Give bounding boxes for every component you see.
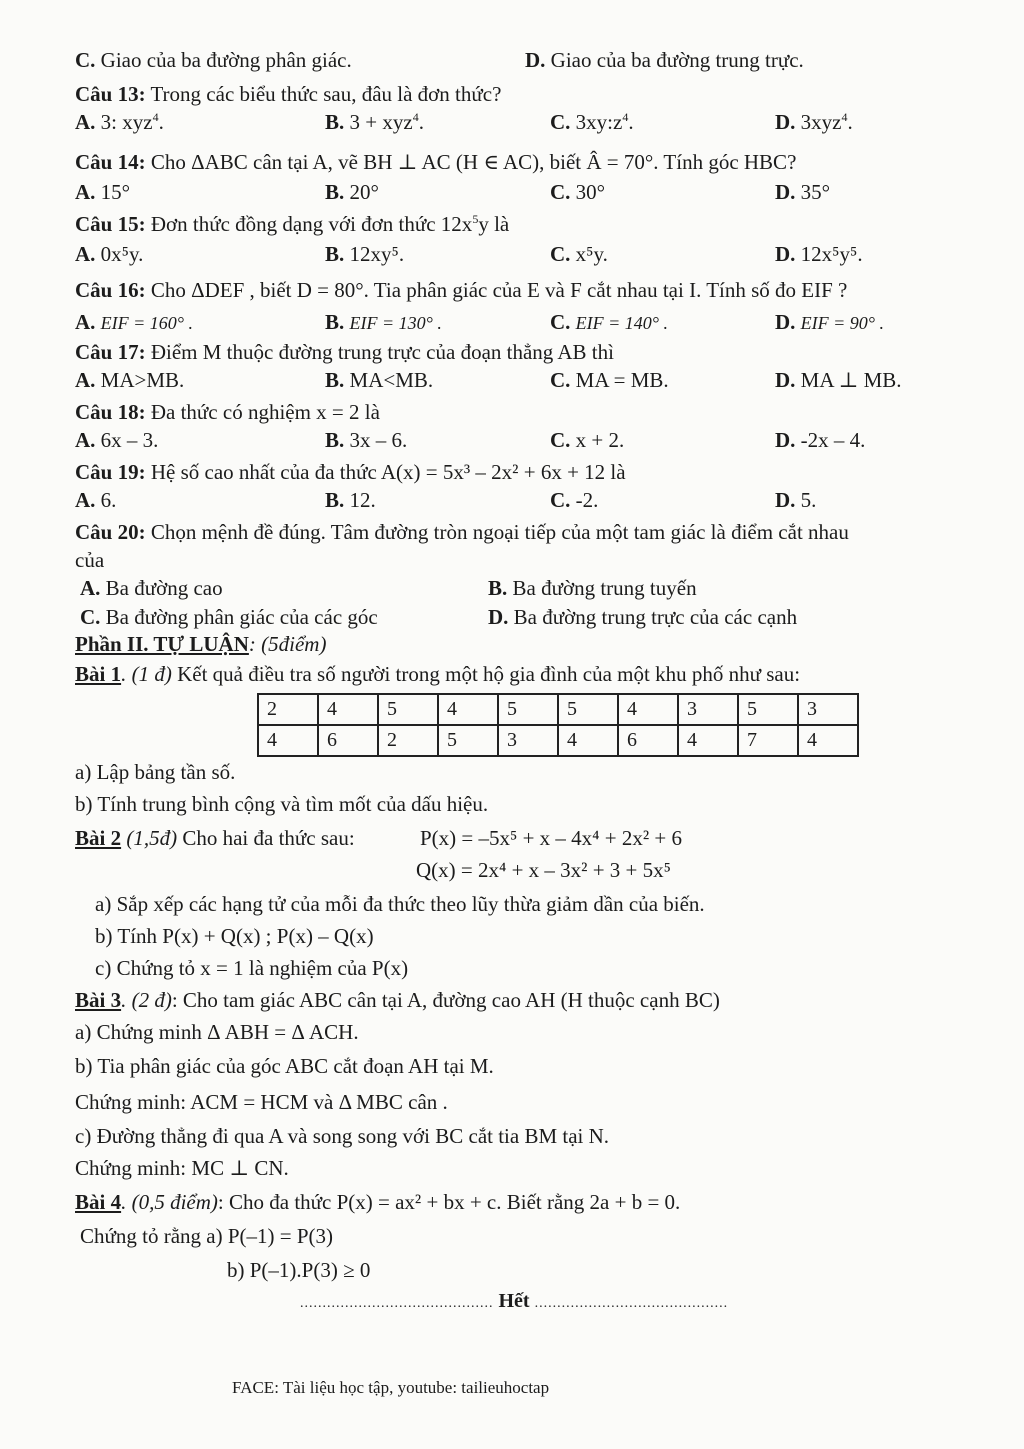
subquestion-a: a) Chứng minh Δ ABH = Δ ACH.: [75, 1020, 359, 1044]
subquestion-b: b) Tia phân giác của góc ABC cắt đoạn AH tại M.: [75, 1054, 494, 1078]
problem-label: Bài 1: [75, 662, 122, 686]
bai-3-a: [75, 1020, 984, 1048]
option-a-text: MA>MB.: [100, 368, 185, 392]
option-b-text: 3x – 6.: [349, 428, 408, 452]
problem-score: . (1 đ): [121, 662, 172, 686]
option-d-label: D.: [775, 110, 801, 134]
option-d-text: Ba đường trung trực của các cạnh: [513, 605, 798, 629]
option-b-label: B.: [325, 242, 350, 266]
period: .: [847, 110, 853, 134]
option-c-text: 3xy:z: [575, 110, 623, 134]
option-a-label: A.: [80, 576, 106, 600]
option-b-label: B.: [325, 310, 350, 334]
table-cell: 4: [678, 725, 738, 756]
option-d-text: Giao của ba đường trung trực.: [550, 48, 804, 72]
option-d-text: 12x⁵y⁵.: [800, 242, 863, 266]
bai-4-a: [80, 1224, 984, 1252]
option-a-text: 0x⁵y.: [100, 242, 144, 266]
option-b-text: Ba đường trung tuyến: [512, 576, 697, 600]
option-c-label: C.: [550, 242, 576, 266]
subquestion-b-proof: Chứng minh: ACM = HCM và Δ MBC cân .: [75, 1090, 448, 1114]
table-row: [258, 694, 858, 725]
option-d-text: 5.: [800, 488, 817, 512]
option-b-label: B.: [325, 488, 350, 512]
bai-4-b: [227, 1258, 984, 1286]
problem-label: Bài 2: [75, 826, 122, 850]
question-text: Chọn mệnh đề đúng. Tâm đường tròn ngoại tiếp của một tam giác là điểm cắt nhau: [145, 520, 849, 544]
option-b-label: B.: [325, 368, 350, 392]
option-b-text: MA<MB.: [349, 368, 434, 392]
question-text: Đa thức có nghiệm x = 2 là: [145, 400, 380, 424]
question-label: Câu 17:: [75, 340, 146, 364]
subquestion-a: a) Lập bảng tần số.: [75, 760, 236, 784]
problem-label: Bài 3: [75, 988, 122, 1012]
option-d-text: -2x – 4.: [800, 428, 866, 452]
option-a-label: A.: [75, 428, 101, 452]
option-c-label: C.: [80, 605, 106, 629]
question-text: Cho ΔABC cân tại A, vẽ BH ⊥ AC (H ∈ AC), biết Â = 70°. Tính góc HBC?: [145, 150, 797, 174]
option-a-label: A.: [75, 368, 101, 392]
exponent: 4: [412, 110, 419, 124]
question-label: Câu 20:: [75, 520, 146, 544]
table-cell: 5: [738, 694, 798, 725]
option-d-label: D.: [775, 428, 801, 452]
subquestion-b: b) Tính trung bình cộng và tìm mốt của dấu hiệu.: [75, 792, 489, 816]
question-15: [75, 212, 984, 240]
subquestion-c: c) Đường thẳng đi qua A và song song với BC cắt tia BM tại N.: [75, 1124, 610, 1148]
polynomial-p: P(x) = –5x⁵ + x – 4x⁴ + 2x² + 6: [420, 826, 682, 850]
table-cell: 5: [498, 694, 558, 725]
option-a-label: A.: [75, 242, 101, 266]
table-cell: 2: [378, 725, 438, 756]
question-20: [75, 520, 984, 548]
problem-label: Bài 4: [75, 1190, 122, 1214]
option-a-label: A.: [75, 488, 101, 512]
question-13: [75, 82, 984, 110]
table-cell: 4: [618, 694, 678, 725]
option-d-label: D.: [775, 242, 801, 266]
period: .: [158, 110, 164, 134]
exponent: 5: [472, 212, 479, 226]
table-cell: 2: [258, 694, 318, 725]
table-cell: 4: [438, 694, 498, 725]
question-19: [75, 460, 984, 488]
question-15-options: [75, 242, 984, 270]
option-d-text: MA ⊥ MB.: [800, 368, 902, 392]
option-c-text: EIF = 140° .: [575, 313, 669, 333]
question-14-options: [75, 180, 984, 208]
option-b-label: B.: [488, 576, 513, 600]
question-18-options: [75, 428, 984, 456]
option-c-text: x⁵y.: [575, 242, 608, 266]
question-text-cont: của: [75, 548, 105, 572]
problem-text: : Cho đa thức P(x) = ax² + bx + c. Biết rằng 2a + b = 0.: [217, 1190, 681, 1214]
option-c-text: Ba đường phân giác của các góc: [105, 605, 378, 629]
table-cell: 7: [738, 725, 798, 756]
end-marker: [300, 1290, 728, 1313]
bai-1-b: [75, 792, 984, 820]
option-c-label: C.: [75, 48, 101, 72]
subquestion-a: Chứng tỏ rằng a) P(–1) = P(3): [80, 1224, 334, 1248]
problem-score: . (0,5 điểm): [121, 1190, 218, 1214]
table-cell: 3: [498, 725, 558, 756]
option-d-label: D.: [488, 605, 514, 629]
option-b-label: B.: [325, 110, 350, 134]
question-20-cont: [75, 548, 984, 576]
question-20-options-ab: [80, 576, 984, 604]
table-cell: 3: [678, 694, 738, 725]
question-16: [75, 278, 984, 306]
question-12-options: [75, 48, 984, 76]
question-text: Trong các biểu thức sau, đâu là đơn thức?: [145, 82, 502, 106]
option-b-label: B.: [325, 428, 350, 452]
table-cell: 4: [318, 694, 378, 725]
subquestion-c-proof: Chứng minh: MC ⊥ CN.: [75, 1156, 289, 1180]
table-cell: 4: [558, 725, 618, 756]
bai-3-c2: [75, 1156, 984, 1184]
problem-text: : Cho tam giác ABC cân tại A, đường cao AH (H thuộc cạnh BC): [171, 988, 720, 1012]
footer-credit: FACE: Tài liệu học tập, youtube: tailieuhoctap: [232, 1378, 550, 1397]
option-d-label: D.: [775, 368, 801, 392]
period: .: [418, 110, 424, 134]
question-label: Câu 15:: [75, 212, 146, 236]
subquestion-c: c) Chứng tỏ x = 1 là nghiệm của P(x): [95, 956, 409, 980]
option-a-label: A.: [75, 310, 101, 334]
table-cell: 5: [438, 725, 498, 756]
option-a-text: EIF = 160° .: [100, 313, 194, 333]
question-label: Câu 13:: [75, 82, 146, 106]
bai-3: [75, 988, 984, 1016]
question-label: Câu 19:: [75, 460, 146, 484]
part-2-heading: [75, 632, 984, 660]
question-text: Hệ số cao nhất của đa thức A(x) = 5x³ – 2x² + 6x + 12 là: [145, 460, 626, 484]
option-c-label: C.: [550, 180, 576, 204]
bai-2: [75, 826, 984, 854]
exponent: 4: [622, 110, 629, 124]
option-d-label: D.: [775, 488, 801, 512]
end-word: Hết: [493, 1290, 535, 1312]
option-b-label: B.: [325, 180, 350, 204]
table-cell: 3: [798, 694, 858, 725]
option-d-text: 3xyz: [800, 110, 842, 134]
table-cell: 5: [558, 694, 618, 725]
bai-2-b: [95, 924, 984, 952]
question-19-options: [75, 488, 984, 516]
problem-score: (1,5đ): [121, 826, 178, 850]
question-text: Điểm M thuộc đường trung trực của đoạn thẳng AB thì: [145, 340, 614, 364]
exponent: 4: [841, 110, 848, 124]
polynomial-q: Q(x) = 2x⁴ + x – 3x² + 3 + 5x⁵: [416, 858, 671, 882]
table-cell: 6: [618, 725, 678, 756]
option-a-label: A.: [75, 110, 101, 134]
bai-1-a: [75, 760, 984, 788]
option-a-text: 6.: [100, 488, 117, 512]
question-17-options: [75, 368, 984, 396]
question-18: [75, 400, 984, 428]
period: .: [628, 110, 634, 134]
option-a-text: 15°: [100, 180, 131, 204]
subquestion-b: b) P(–1).P(3) ≥ 0: [227, 1258, 371, 1282]
survey-data-table: [257, 693, 859, 757]
table-row: [258, 725, 858, 756]
option-d-text: EIF = 90° .: [800, 313, 885, 333]
bai-3-c: [75, 1124, 984, 1152]
bai-3-b2: [75, 1090, 984, 1118]
option-c-text: -2.: [575, 488, 599, 512]
question-14: [75, 150, 984, 178]
option-b-text: 3 + xyz: [349, 110, 413, 134]
bai-4: [75, 1190, 984, 1218]
question-17: [75, 340, 984, 368]
option-c-text: MA = MB.: [575, 368, 669, 392]
option-c-label: C.: [550, 488, 576, 512]
bai-2-q: [75, 858, 984, 886]
question-text-end: y là: [478, 212, 510, 236]
option-c-label: C.: [550, 428, 576, 452]
question-16-options: [75, 310, 984, 338]
option-c-text: 30°: [575, 180, 606, 204]
problem-text: Cho hai đa thức sau:: [177, 826, 355, 850]
bai-3-b: [75, 1054, 984, 1082]
option-b-text: EIF = 130° .: [349, 313, 442, 333]
dots-left: ...........................................: [300, 1296, 494, 1311]
option-d-label: D.: [775, 180, 801, 204]
question-label: Câu 18:: [75, 400, 146, 424]
question-label: Câu 16:: [75, 278, 146, 302]
option-c-label: C.: [550, 110, 576, 134]
option-c-text: x + 2.: [575, 428, 625, 452]
option-d-text: 35°: [800, 180, 831, 204]
exponent: 4: [152, 110, 159, 124]
option-c-label: C.: [550, 368, 576, 392]
option-a-text: 6x – 3.: [100, 428, 159, 452]
question-text: Cho ΔDEF , biết D = 80°. Tia phân giác của E và F cắt nhau tại I. Tính số đo EIF ?: [145, 278, 848, 302]
option-a-text: 3: xyz: [100, 110, 153, 134]
part-title: Phần II. TỰ LUẬN: [75, 632, 249, 656]
option-b-text: 20°: [349, 180, 379, 204]
subquestion-b: b) Tính P(x) + Q(x) ; P(x) – Q(x): [95, 924, 374, 948]
question-label: Câu 14:: [75, 150, 146, 174]
question-13-options: [75, 110, 984, 138]
option-a-label: A.: [75, 180, 101, 204]
bai-1: [75, 662, 984, 690]
option-b-text: 12xy⁵.: [349, 242, 405, 266]
part-score: : (5điểm): [248, 632, 327, 656]
option-d-label: D.: [775, 310, 801, 334]
table-cell: 5: [378, 694, 438, 725]
option-c-label: C.: [550, 310, 576, 334]
table-cell: 6: [318, 725, 378, 756]
table-cell: 4: [258, 725, 318, 756]
dots-right: ...........................................: [534, 1296, 729, 1311]
table-cell: 4: [798, 725, 858, 756]
option-d-label: D.: [525, 48, 551, 72]
problem-score: . (2 đ): [121, 988, 172, 1012]
option-b-text: 12.: [349, 488, 376, 512]
problem-text: Kết quả điều tra số người trong một hộ gia đình của một khu phố như sau:: [171, 662, 801, 686]
question-text: Đơn thức đồng dạng với đơn thức 12x: [145, 212, 473, 236]
question-20-options-cd: [80, 605, 984, 633]
bai-2-a: [95, 892, 984, 920]
option-a-text: Ba đường cao: [105, 576, 223, 600]
bai-2-c: [95, 956, 984, 984]
subquestion-a: a) Sắp xếp các hạng tử của mỗi đa thức theo lũy thừa giảm dần của biến.: [95, 892, 705, 916]
option-c-text: Giao của ba đường phân giác.: [100, 48, 352, 72]
